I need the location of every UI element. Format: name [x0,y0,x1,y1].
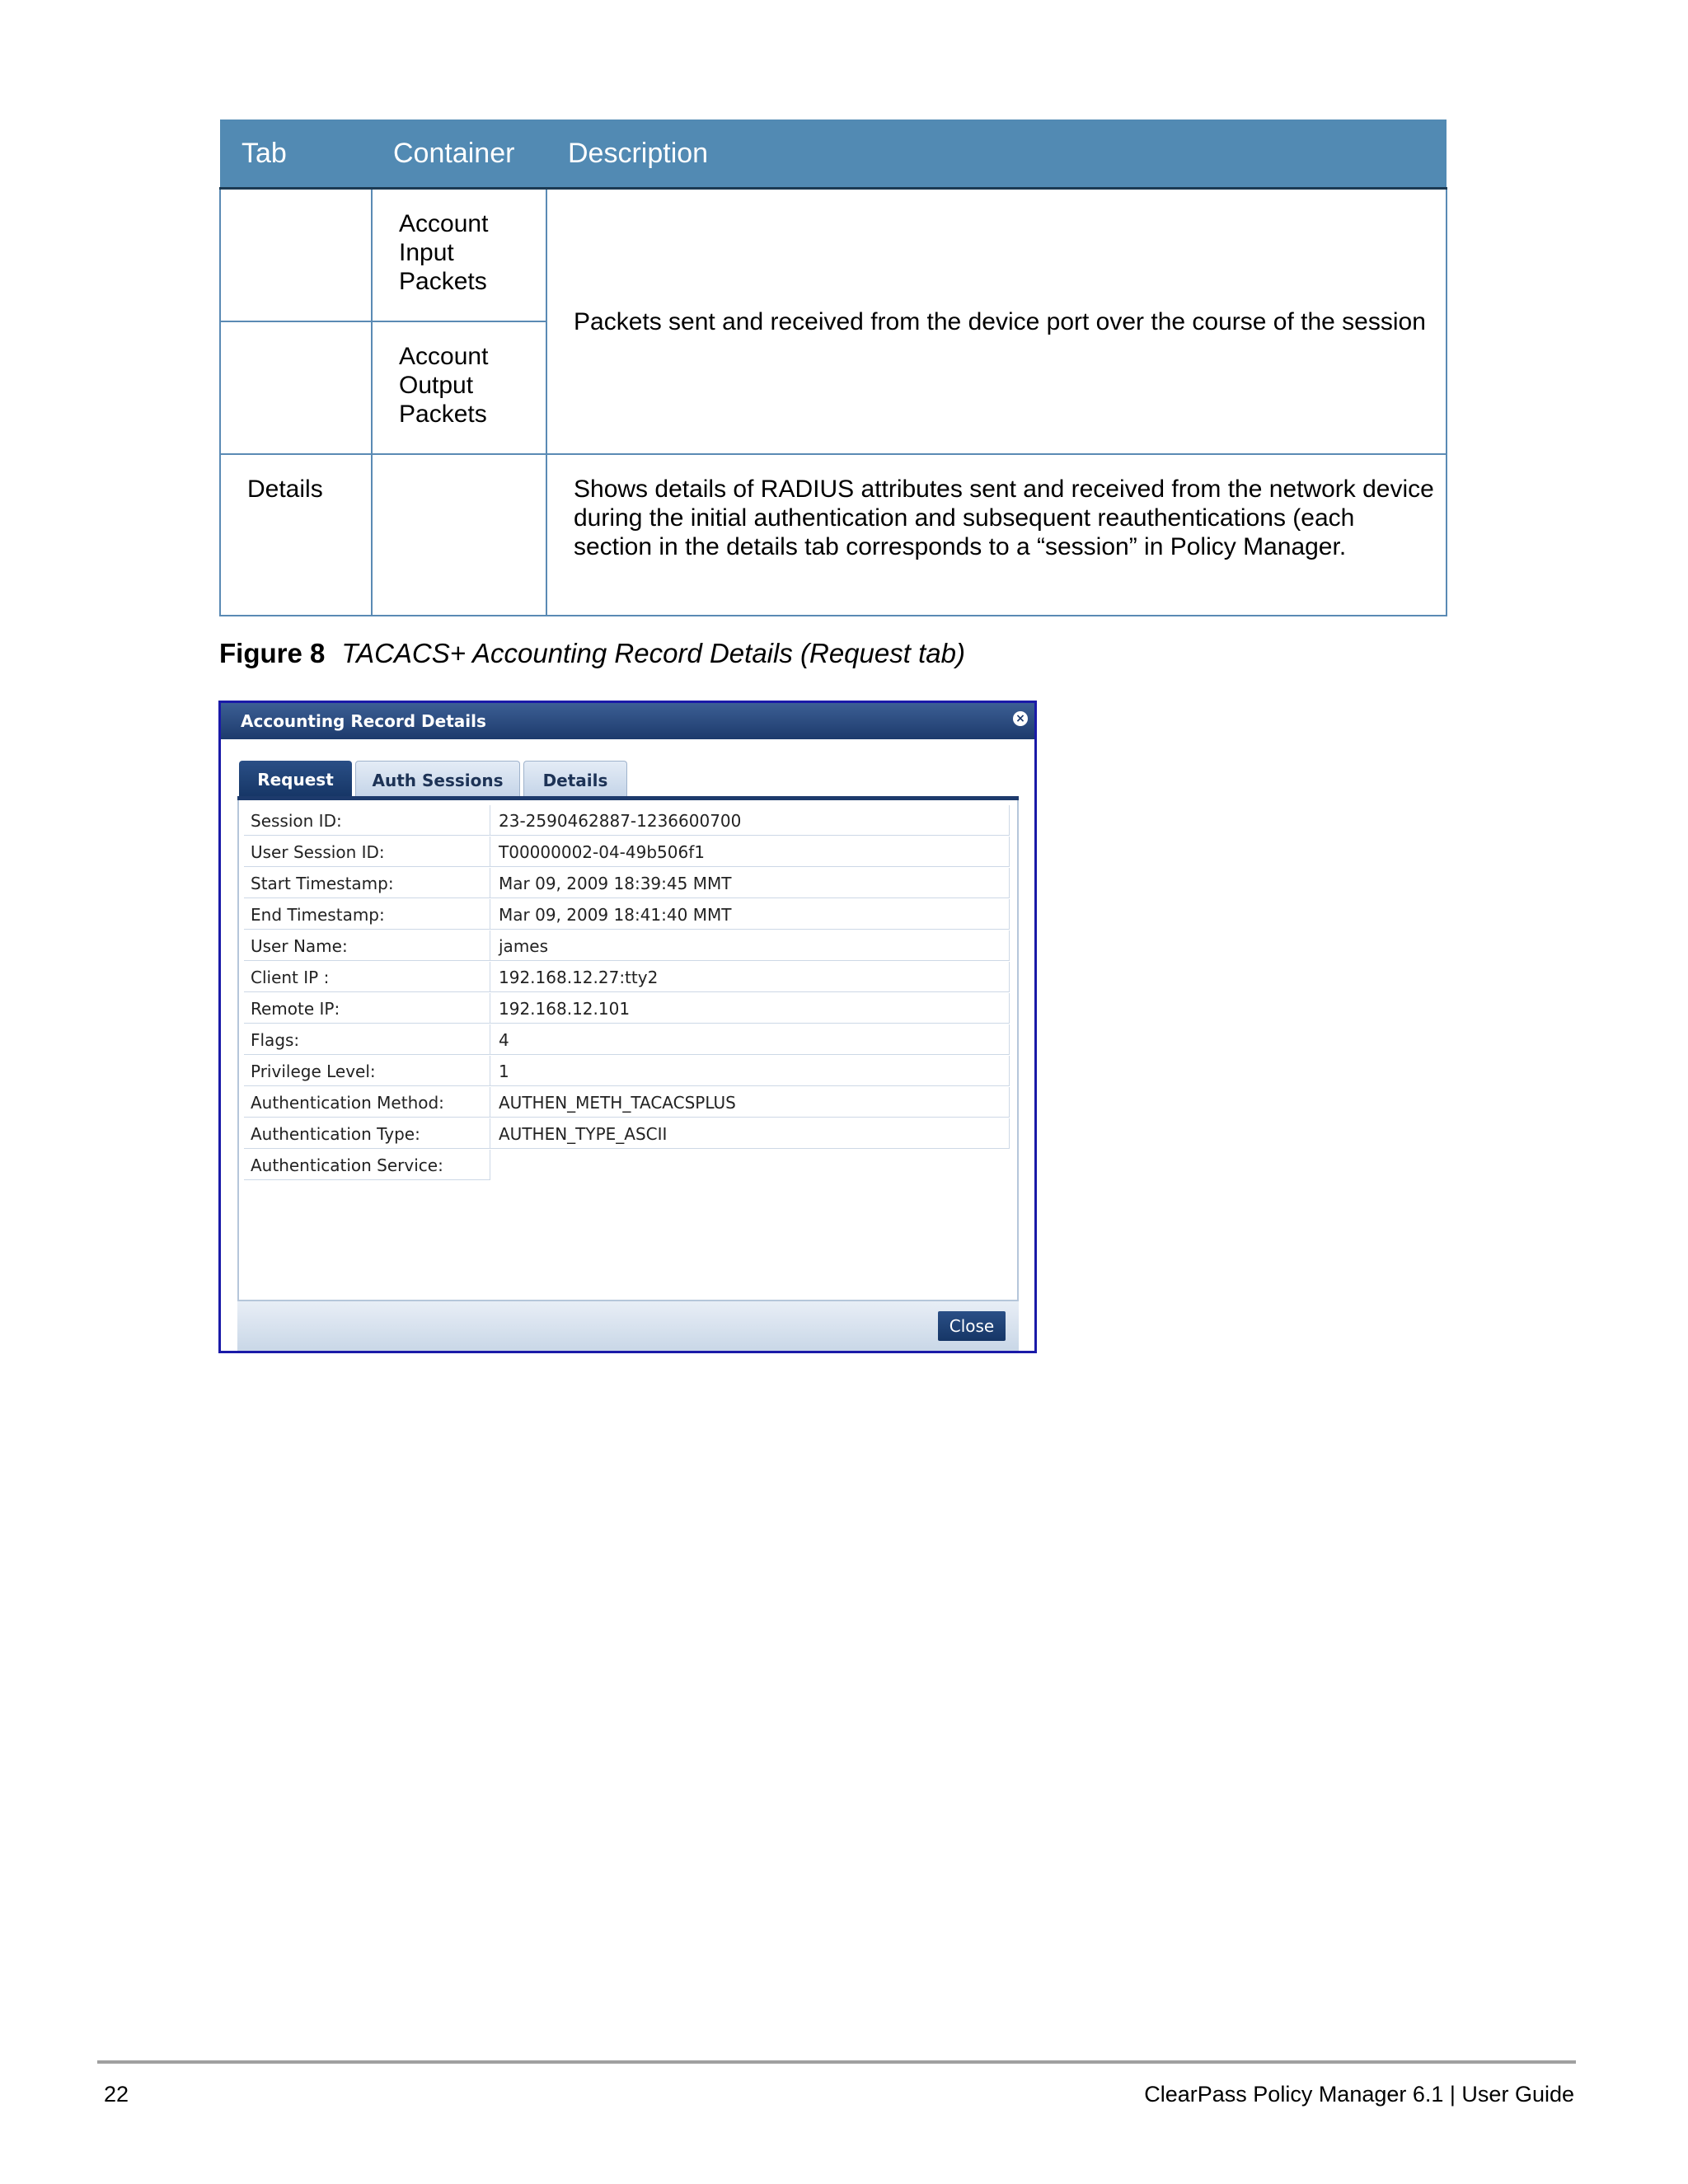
cell-tab [220,189,372,322]
field-value: 192.168.12.27:tty2 [490,962,1010,992]
field-value: AUTHEN_TYPE_ASCII [490,1118,1010,1149]
field-value: T00000002-04-49b506f1 [490,837,1010,867]
dialog-title: Accounting Record Details [241,711,486,731]
tab-auth-sessions[interactable]: Auth Sessions [355,761,520,797]
cell-tab: Details [220,454,372,616]
field-value: 4 [490,1024,1010,1055]
page-number: 22 [104,2082,129,2107]
field-label: Start Timestamp: [244,868,490,898]
table-header-row [220,120,1447,189]
table-row [220,454,1447,616]
field-label: User Name: [244,930,490,961]
field-label: Privilege Level: [244,1056,490,1086]
field-label: Authentication Service: [244,1150,490,1180]
header-tab: Tab [220,120,372,189]
close-circle-icon[interactable]: × [1013,711,1028,726]
field-label: Remote IP: [244,993,490,1024]
field-value: 192.168.12.101 [490,993,1010,1024]
field-value: Mar 09, 2009 18:41:40 MMT [490,899,1010,930]
guide-title: ClearPass Policy Manager 6.1 | User Guide [1144,2082,1574,2107]
dialog-footer [237,1301,1019,1351]
field-label: End Timestamp: [244,899,490,930]
field-value: james [490,930,1010,961]
header-description: Description [546,120,1447,189]
tab-request[interactable]: Request [239,761,352,797]
field-label: Client IP : [244,962,490,992]
table-row [220,189,1447,322]
field-value: Mar 09, 2009 18:39:45 MMT [490,868,1010,898]
field-value: 1 [490,1056,1010,1086]
field-value: AUTHEN_METH_TACACSPLUS [490,1087,1010,1118]
dialog-titlebar [221,703,1034,739]
cell-description-merged: Packets sent and received from the device port over the course of the session [546,189,1447,455]
cell-description: Shows details of RADIUS attributes sent and received from the network device during the initial authentication and subsequent reauthentications (each section in the details tab corresponds to a “session” in Policy Manager. [546,454,1447,616]
figure-label: Figure 8 [219,638,326,668]
field-label: Session ID: [244,805,490,836]
cell-container [372,454,546,616]
field-label: Flags: [244,1024,490,1055]
figure-caption [219,638,965,669]
cell-container: Account Output Packets [372,321,546,454]
footer-rule [97,2060,1576,2064]
field-label: Authentication Method: [244,1087,490,1118]
description-table [219,120,1447,616]
field-value: 23-2590462887-1236600700 [490,805,1010,836]
field-label: User Session ID: [244,837,490,867]
request-panel [237,800,1019,1301]
accounting-record-dialog [218,701,1037,1353]
cell-container: Account Input Packets [372,189,546,322]
cell-tab [220,321,372,454]
header-container: Container [372,120,546,189]
close-button[interactable]: Close [938,1311,1006,1341]
tab-details[interactable]: Details [523,761,627,797]
field-label: Authentication Type: [244,1118,490,1149]
figure-title: TACACS+ Accounting Record Details (Request tab) [341,638,965,668]
